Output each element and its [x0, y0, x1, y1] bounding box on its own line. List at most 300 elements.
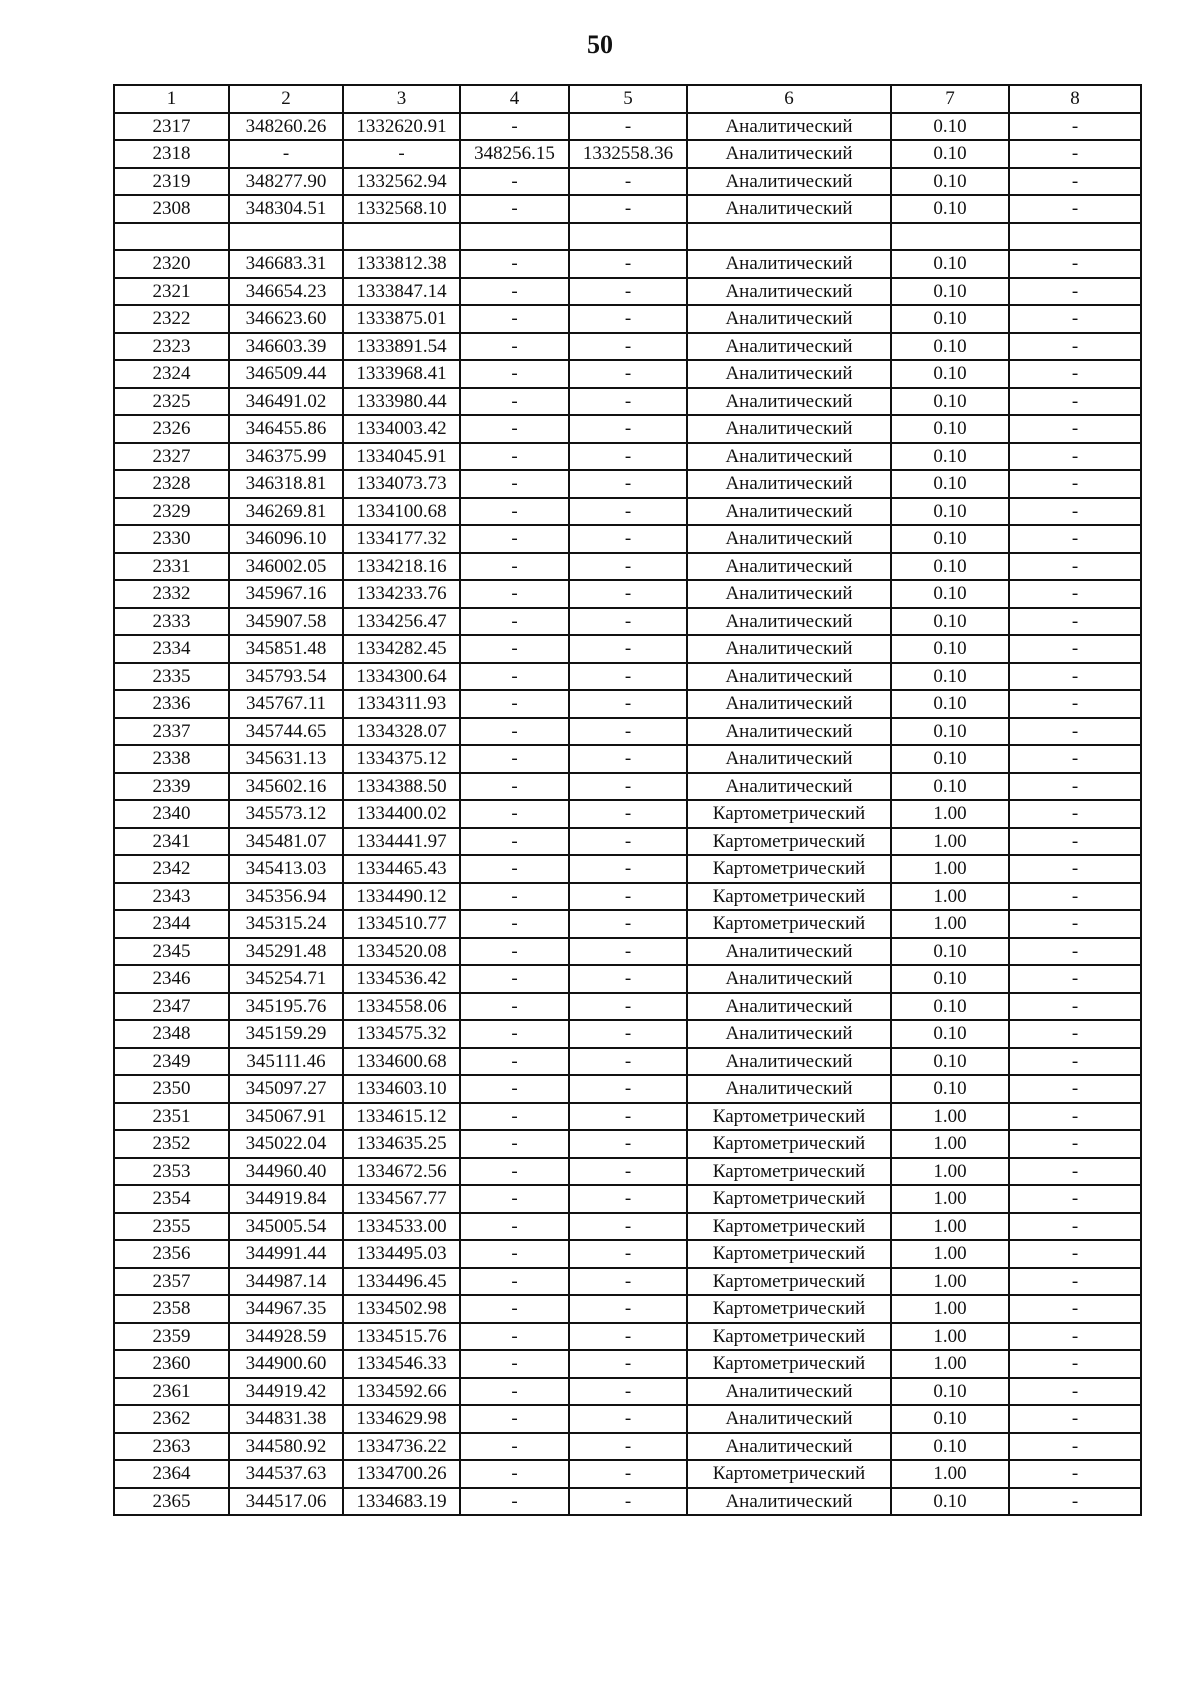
table-row [114, 1213, 1141, 1241]
table-cell-col4: - [460, 993, 569, 1021]
table-cell-col4: - [460, 1075, 569, 1103]
table-cell-col5: - [569, 113, 687, 141]
table-cell-col4: - [460, 525, 569, 553]
table-cell-col7: 0.10 [891, 608, 1009, 636]
table-cell-col7: 1.00 [891, 1460, 1009, 1488]
table-cell-col5: - [569, 1130, 687, 1158]
table-cell-col4: - [460, 883, 569, 911]
table-cell-col5: - [569, 278, 687, 306]
table-cell-col5: - [569, 1488, 687, 1516]
table-cell-col3: - [343, 140, 460, 168]
table-cell-col5 [569, 223, 687, 251]
table-cell-col2: 345793.54 [229, 663, 343, 691]
table-cell-col2: 346375.99 [229, 443, 343, 471]
table-cell-col3: 1334600.68 [343, 1048, 460, 1076]
table-cell-col2: 346002.05 [229, 553, 343, 581]
table-cell-col6: Аналитический [687, 938, 891, 966]
table-cell-col4 [460, 223, 569, 251]
table-row [114, 1075, 1141, 1103]
table-cell-col2: 345159.29 [229, 1020, 343, 1048]
table-row [114, 938, 1141, 966]
table-cell-col6: Аналитический [687, 498, 891, 526]
table-cell-col5: - [569, 773, 687, 801]
table-cell-col4: - [460, 278, 569, 306]
table-cell-col7: 1.00 [891, 1185, 1009, 1213]
table-cell-col6: Картометрический [687, 800, 891, 828]
table-cell-col1: 2325 [114, 388, 229, 416]
table-row [114, 1350, 1141, 1378]
table-cell-col1: 2342 [114, 855, 229, 883]
table-cell-col6: Картометрический [687, 855, 891, 883]
table-cell-col7: 1.00 [891, 800, 1009, 828]
table-cell-col8: - [1009, 1020, 1141, 1048]
table-cell-col3: 1334700.26 [343, 1460, 460, 1488]
table-cell-col4: - [460, 1103, 569, 1131]
table-cell-col4: - [460, 1240, 569, 1268]
table-cell-col4: - [460, 1350, 569, 1378]
table-cell-col2: 345254.71 [229, 965, 343, 993]
table-cell-col2: 345907.58 [229, 608, 343, 636]
table-row [114, 608, 1141, 636]
table-row [114, 1158, 1141, 1186]
table-cell-col4: - [460, 1048, 569, 1076]
table-cell-col3: 1334045.91 [343, 443, 460, 471]
table-cell-col6 [687, 223, 891, 251]
table-cell-col5: - [569, 360, 687, 388]
table-cell-col8: - [1009, 1048, 1141, 1076]
table-cell-col1: 2341 [114, 828, 229, 856]
table-cell-col5: - [569, 635, 687, 663]
table-cell-col5: - [569, 443, 687, 471]
table-cell-col7 [891, 223, 1009, 251]
table-cell-col6: Аналитический [687, 388, 891, 416]
table-row [114, 525, 1141, 553]
coordinates-table [113, 84, 1142, 1516]
table-cell-col4: - [460, 828, 569, 856]
table-cell-col6: Аналитический [687, 305, 891, 333]
table-cell-col7: 0.10 [891, 663, 1009, 691]
table-cell-col3: 1334177.32 [343, 525, 460, 553]
table-cell-col7: 0.10 [891, 443, 1009, 471]
table-cell-col4: - [460, 773, 569, 801]
page-number: 50 [587, 30, 613, 59]
table-cell-col8: - [1009, 1488, 1141, 1516]
table-cell-col6: Картометрический [687, 910, 891, 938]
table-cell-col8: - [1009, 1350, 1141, 1378]
table-cell-col6: Аналитический [687, 993, 891, 1021]
table-cell-col5: - [569, 938, 687, 966]
table-cell-col8: - [1009, 525, 1141, 553]
table-cell-col1: 2333 [114, 608, 229, 636]
table-cell-col6: Аналитический [687, 773, 891, 801]
table-cell-col3: 1333980.44 [343, 388, 460, 416]
table-cell-col8: - [1009, 608, 1141, 636]
table-cell-col7: 1.00 [891, 1323, 1009, 1351]
table-cell-col4: - [460, 498, 569, 526]
table-cell-col5: - [569, 1405, 687, 1433]
table-cell-col7: 0.10 [891, 470, 1009, 498]
table-cell-col7: 0.10 [891, 1378, 1009, 1406]
table-cell-col1: 2357 [114, 1268, 229, 1296]
table-body [114, 113, 1141, 1516]
table-cell-col8: - [1009, 443, 1141, 471]
table-cell-col6: Картометрический [687, 1103, 891, 1131]
table-row [114, 305, 1141, 333]
table-cell-col5: - [569, 470, 687, 498]
table-cell-col2: 345315.24 [229, 910, 343, 938]
table-row [114, 1295, 1141, 1323]
table-cell-col1: 2351 [114, 1103, 229, 1131]
table-cell-col3: 1334536.42 [343, 965, 460, 993]
table-cell-col3: 1334558.06 [343, 993, 460, 1021]
table-cell-col7: 0.10 [891, 745, 1009, 773]
table-cell-col3: 1334495.03 [343, 1240, 460, 1268]
table-cell-col4: - [460, 1213, 569, 1241]
table-cell-col8: - [1009, 113, 1141, 141]
table-cell-col5: - [569, 1213, 687, 1241]
table-row [114, 1378, 1141, 1406]
table-row [114, 855, 1141, 883]
table-row [114, 360, 1141, 388]
table-row [114, 250, 1141, 278]
table-cell-col1: 2365 [114, 1488, 229, 1516]
table-cell-col1: 2318 [114, 140, 229, 168]
table-cell-col3: 1333968.41 [343, 360, 460, 388]
table-cell-col3 [343, 223, 460, 251]
table-cell-col1: 2358 [114, 1295, 229, 1323]
table-cell-col8: - [1009, 360, 1141, 388]
table-cell-col3: 1334533.00 [343, 1213, 460, 1241]
table-cell-col3: 1334100.68 [343, 498, 460, 526]
table-cell-col3: 1334328.07 [343, 718, 460, 746]
table-cell-col2: 345022.04 [229, 1130, 343, 1158]
table-cell-col3: 1333812.38 [343, 250, 460, 278]
table-cell-col2: 346269.81 [229, 498, 343, 526]
table-cell-col3: 1334465.43 [343, 855, 460, 883]
table-cell-col6: Аналитический [687, 1433, 891, 1461]
table-cell-col1: 2339 [114, 773, 229, 801]
table-cell-col1: 2355 [114, 1213, 229, 1241]
table-row [114, 1433, 1141, 1461]
table-cell-col8: - [1009, 498, 1141, 526]
table-cell-col1: 2320 [114, 250, 229, 278]
table-cell-col2: 348277.90 [229, 168, 343, 196]
table-cell-col6: Аналитический [687, 195, 891, 223]
table-cell-col8: - [1009, 278, 1141, 306]
table-cell-col6: Аналитический [687, 443, 891, 471]
table-cell-col4: - [460, 938, 569, 966]
table-cell-col4: - [460, 250, 569, 278]
table-cell-col4: - [460, 745, 569, 773]
table-cell-col2: 345291.48 [229, 938, 343, 966]
table-cell-col3: 1334592.66 [343, 1378, 460, 1406]
table-row [114, 1130, 1141, 1158]
table-cell-col1: 2329 [114, 498, 229, 526]
table-cell-col6: Аналитический [687, 1048, 891, 1076]
table-cell-col5: - [569, 250, 687, 278]
table-cell-col5: - [569, 828, 687, 856]
table-row [114, 140, 1141, 168]
table-cell-col5: - [569, 993, 687, 1021]
table-cell-col1: 2328 [114, 470, 229, 498]
table-cell-col4: - [460, 113, 569, 141]
table-cell-col8: - [1009, 1185, 1141, 1213]
table-cell-col7: 0.10 [891, 140, 1009, 168]
table-cell-col7: 0.10 [891, 718, 1009, 746]
table-cell-col8: - [1009, 910, 1141, 938]
table-cell-col2: 346318.81 [229, 470, 343, 498]
table-cell-col5: - [569, 1378, 687, 1406]
table-cell-col1: 2327 [114, 443, 229, 471]
table-cell-col4: - [460, 800, 569, 828]
table-cell-col5: - [569, 388, 687, 416]
table-cell-col2: 345413.03 [229, 855, 343, 883]
table-cell-col4: - [460, 195, 569, 223]
table-cell-col6: Картометрический [687, 1185, 891, 1213]
table-cell-col2: 348304.51 [229, 195, 343, 223]
table-cell-col8: - [1009, 1323, 1141, 1351]
table-cell-col3: 1334629.98 [343, 1405, 460, 1433]
table-cell-col6: Аналитический [687, 113, 891, 141]
table-cell-col8: - [1009, 1268, 1141, 1296]
table-cell-col6: Аналитический [687, 745, 891, 773]
table-cell-col6: Аналитический [687, 278, 891, 306]
table-cell-col8: - [1009, 470, 1141, 498]
table-cell-col3: 1334233.76 [343, 580, 460, 608]
table-cell-col2: 344900.60 [229, 1350, 343, 1378]
table-cell-col2: 344928.59 [229, 1323, 343, 1351]
table-cell-col2: 344960.40 [229, 1158, 343, 1186]
table-cell-col7: 1.00 [891, 1213, 1009, 1241]
column-header-4: 4 [460, 85, 569, 113]
table-cell-col3: 1333875.01 [343, 305, 460, 333]
table-cell-col8: - [1009, 1075, 1141, 1103]
table-cell-col8: - [1009, 1213, 1141, 1241]
table-cell-col8: - [1009, 828, 1141, 856]
table-cell-col7: 1.00 [891, 1130, 1009, 1158]
table-row [114, 333, 1141, 361]
table-cell-col6: Аналитический [687, 250, 891, 278]
table-cell-col4: - [460, 663, 569, 691]
table-cell-col7: 0.10 [891, 388, 1009, 416]
table-cell-col6: Картометрический [687, 1460, 891, 1488]
table-cell-col6: Аналитический [687, 333, 891, 361]
table-cell-col2: 345067.91 [229, 1103, 343, 1131]
table-cell-col1: 2334 [114, 635, 229, 663]
table-cell-col7: 1.00 [891, 1350, 1009, 1378]
table-cell-col1 [114, 223, 229, 251]
table-cell-col3: 1334375.12 [343, 745, 460, 773]
table-cell-col2: 345111.46 [229, 1048, 343, 1076]
table-cell-col1: 2349 [114, 1048, 229, 1076]
table-cell-col4: - [460, 1130, 569, 1158]
table-cell-col7: 1.00 [891, 1268, 1009, 1296]
table-row [114, 1103, 1141, 1131]
table-cell-col8: - [1009, 855, 1141, 883]
table-cell-col4: - [460, 305, 569, 333]
table-cell-col1: 2348 [114, 1020, 229, 1048]
table-cell-col6: Аналитический [687, 580, 891, 608]
table-cell-col6: Картометрический [687, 1213, 891, 1241]
table-cell-col2: 345851.48 [229, 635, 343, 663]
table-cell-col2: 346509.44 [229, 360, 343, 388]
table-cell-col5: - [569, 1020, 687, 1048]
table-cell-col3: 1334510.77 [343, 910, 460, 938]
table-cell-col8: - [1009, 388, 1141, 416]
table-cell-col3: 1334218.16 [343, 553, 460, 581]
table-cell-col7: 0.10 [891, 993, 1009, 1021]
table-cell-col8: - [1009, 1378, 1141, 1406]
table-cell-col4: - [460, 1323, 569, 1351]
table-cell-col2: 344919.42 [229, 1378, 343, 1406]
table-cell-col2: 344580.92 [229, 1433, 343, 1461]
table-cell-col6: Картометрический [687, 1240, 891, 1268]
table-cell-col5: - [569, 1323, 687, 1351]
table-cell-col2: 346683.31 [229, 250, 343, 278]
column-header-3: 3 [343, 85, 460, 113]
table-cell-col8: - [1009, 250, 1141, 278]
table-cell-col6: Картометрический [687, 1268, 891, 1296]
table-cell-col5: - [569, 1158, 687, 1186]
table-cell-col4: - [460, 1460, 569, 1488]
table-cell-col6: Картометрический [687, 1295, 891, 1323]
table-cell-col6: Аналитический [687, 690, 891, 718]
table-cell-col3: 1334603.10 [343, 1075, 460, 1103]
table-cell-col2: 344987.14 [229, 1268, 343, 1296]
table-row [114, 388, 1141, 416]
table-cell-col7: 0.10 [891, 1048, 1009, 1076]
table-cell-col5: - [569, 195, 687, 223]
table-cell-col7: 0.10 [891, 1488, 1009, 1516]
table-cell-col7: 1.00 [891, 883, 1009, 911]
table-cell-col5: - [569, 1048, 687, 1076]
table-cell-col2: 346654.23 [229, 278, 343, 306]
table-cell-col2: - [229, 140, 343, 168]
table-cell-col3: 1333847.14 [343, 278, 460, 306]
table-cell-col2: 345767.11 [229, 690, 343, 718]
table-cell-col8: - [1009, 168, 1141, 196]
table-cell-col7: 0.10 [891, 333, 1009, 361]
table-cell-col5: - [569, 690, 687, 718]
table-cell-col4: - [460, 1488, 569, 1516]
table-cell-col5: - [569, 305, 687, 333]
table-cell-col8: - [1009, 635, 1141, 663]
table-cell-col2: 345195.76 [229, 993, 343, 1021]
table-cell-col6: Картометрический [687, 1130, 891, 1158]
table-cell-col3: 1332568.10 [343, 195, 460, 223]
table-cell-col6: Аналитический [687, 635, 891, 663]
table-cell-col7: 0.10 [891, 580, 1009, 608]
table-cell-col2: 345005.54 [229, 1213, 343, 1241]
table-row [114, 718, 1141, 746]
table-cell-col5: - [569, 1350, 687, 1378]
table-cell-col5: - [569, 1075, 687, 1103]
table-cell-col7: 0.10 [891, 938, 1009, 966]
table-row [114, 910, 1141, 938]
table-cell-col2: 345631.13 [229, 745, 343, 773]
table-cell-col7: 0.10 [891, 360, 1009, 388]
table-row [114, 443, 1141, 471]
table-row [114, 635, 1141, 663]
table-row [114, 1185, 1141, 1213]
table-cell-col3: 1334520.08 [343, 938, 460, 966]
table-cell-col1: 2352 [114, 1130, 229, 1158]
table-cell-col7: 0.10 [891, 305, 1009, 333]
table-cell-col4: - [460, 1378, 569, 1406]
table-cell-col1: 2319 [114, 168, 229, 196]
table-cell-col3: 1334635.25 [343, 1130, 460, 1158]
table-row [114, 195, 1141, 223]
table-cell-col7: 0.10 [891, 278, 1009, 306]
table-cell-col8: - [1009, 773, 1141, 801]
table-cell-col4: - [460, 1185, 569, 1213]
table-cell-col6: Аналитический [687, 415, 891, 443]
table-row [114, 828, 1141, 856]
table-cell-col5: - [569, 663, 687, 691]
table-cell-col5: - [569, 580, 687, 608]
table-cell-col1: 2353 [114, 1158, 229, 1186]
table-cell-col6: Аналитический [687, 470, 891, 498]
table-cell-col3: 1334282.45 [343, 635, 460, 663]
table-cell-col2: 344919.84 [229, 1185, 343, 1213]
table-cell-col2: 345573.12 [229, 800, 343, 828]
table-cell-col6: Картометрический [687, 1323, 891, 1351]
table-cell-col1: 2321 [114, 278, 229, 306]
table-row [114, 168, 1141, 196]
table-cell-col4: - [460, 1268, 569, 1296]
table-cell-col6: Картометрический [687, 883, 891, 911]
table-cell-col8: - [1009, 195, 1141, 223]
table-cell-col5: - [569, 745, 687, 773]
table-cell-col1: 2323 [114, 333, 229, 361]
table-cell-col4: - [460, 333, 569, 361]
table-cell-col5: - [569, 1103, 687, 1131]
table-cell-col1: 2337 [114, 718, 229, 746]
table-cell-col4: - [460, 360, 569, 388]
table-cell-col5: - [569, 553, 687, 581]
table-cell-col4: - [460, 608, 569, 636]
column-header-1: 1 [114, 85, 229, 113]
table-cell-col2: 346491.02 [229, 388, 343, 416]
table-row [114, 553, 1141, 581]
column-header-5: 5 [569, 85, 687, 113]
table-cell-col4: - [460, 580, 569, 608]
table-cell-col3: 1334567.77 [343, 1185, 460, 1213]
table-cell-col6: Аналитический [687, 1488, 891, 1516]
table-cell-col5: - [569, 800, 687, 828]
table-cell-col1: 2362 [114, 1405, 229, 1433]
table-cell-col3: 1332620.91 [343, 113, 460, 141]
table-cell-col3: 1334502.98 [343, 1295, 460, 1323]
table-cell-col7: 0.10 [891, 553, 1009, 581]
table-cell-col7: 1.00 [891, 1158, 1009, 1186]
table-row [114, 883, 1141, 911]
table-row [114, 745, 1141, 773]
table-cell-col1: 2332 [114, 580, 229, 608]
table-cell-col4: - [460, 1405, 569, 1433]
table-cell-col1: 2308 [114, 195, 229, 223]
table-cell-col7: 0.10 [891, 415, 1009, 443]
table-cell-col1: 2326 [114, 415, 229, 443]
table-cell-col1: 2345 [114, 938, 229, 966]
table-cell-col6: Картометрический [687, 1350, 891, 1378]
table-cell-col6: Аналитический [687, 168, 891, 196]
table-cell-col3: 1334441.97 [343, 828, 460, 856]
table-row [114, 1240, 1141, 1268]
table-cell-col2: 345097.27 [229, 1075, 343, 1103]
table-cell-col1: 2360 [114, 1350, 229, 1378]
table-cell-col5: - [569, 525, 687, 553]
